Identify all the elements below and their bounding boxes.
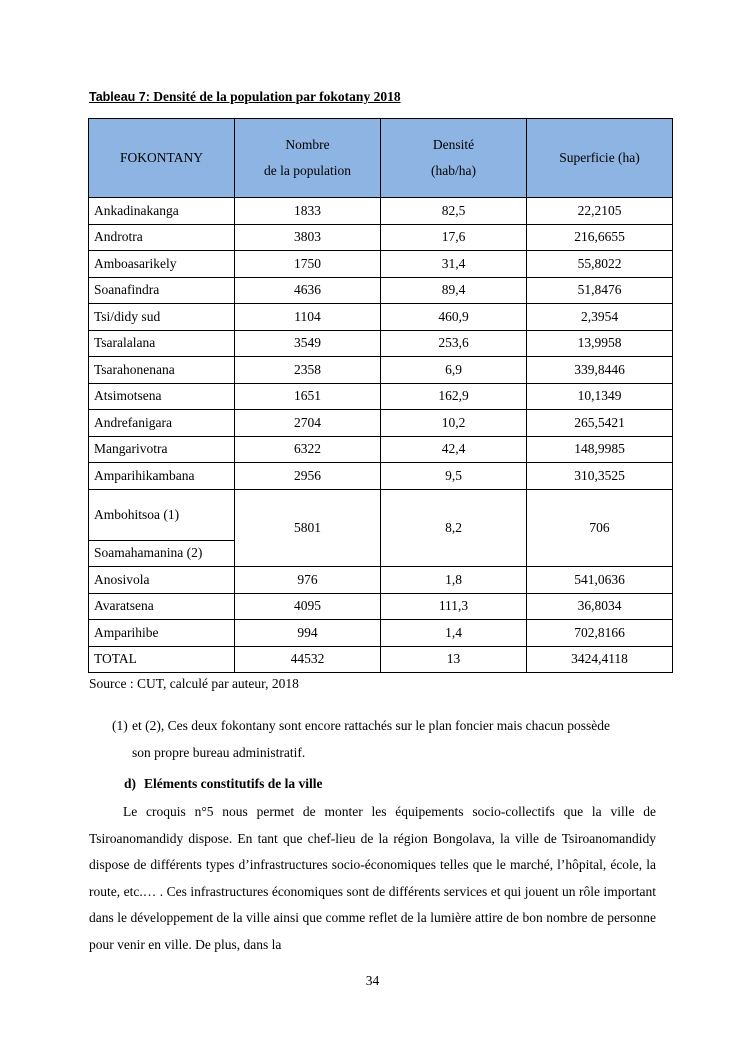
cell-pop: 1750 [235,251,381,278]
cell-density-total: 13 [381,646,527,673]
cell-name: Anosivola [89,567,235,594]
table-row [89,463,673,490]
cell-pop: 3803 [235,224,381,251]
cell-pop-total: 44532 [235,646,381,673]
cell-density: 111,3 [381,593,527,620]
table-row [89,224,673,251]
cell-area: 22,2105 [527,198,673,225]
table-row [89,593,673,620]
cell-density: 42,4 [381,436,527,463]
cell-density: 253,6 [381,330,527,357]
cell-density: 10,2 [381,410,527,437]
header-area: Superficie (ha) [527,119,673,198]
table-row [89,330,673,357]
cell-name: Soanafindra [89,277,235,304]
cell-name: Tsi/didy sud [89,304,235,331]
header-density-line1: Densité [432,137,475,152]
table-title-rest: Densité de la population par fokotany 2018 [149,89,401,104]
header-fokontany: FOKONTANY [89,119,235,198]
cell-name: Avaratsena [89,593,235,620]
cell-name: Tsaralalana [89,330,235,357]
header-population [235,119,381,198]
cell-area: 10,1349 [527,383,673,410]
cell-name: Amparihibe [89,620,235,647]
cell-name-total: TOTAL [89,646,235,673]
cell-name-merged-1: Ambohitsoa (1) [89,489,235,540]
table-row [89,198,673,225]
section-heading [124,776,323,792]
cell-pop: 2358 [235,357,381,384]
cell-name: Mangarivotra [89,436,235,463]
cell-pop: 976 [235,567,381,594]
cell-pop: 2704 [235,410,381,437]
cell-name: Tsarahonenana [89,357,235,384]
table-title [89,89,401,105]
table-row [89,410,673,437]
table-header-row [89,119,673,198]
table-title-lead: Tableau 7: [89,90,150,104]
table-source: Source : CUT, calculé par auteur, 2018 [89,676,299,691]
population-density-table [88,118,673,673]
cell-area: 265,5421 [527,410,673,437]
table-row [89,251,673,278]
cell-area: 148,9985 [527,436,673,463]
cell-area: 13,9958 [527,330,673,357]
cell-name-merged-2: Soamahamanina (2) [89,540,235,567]
cell-name: Andrefanigara [89,410,235,437]
header-density [381,119,527,198]
cell-pop: 3549 [235,330,381,357]
cell-density: 17,6 [381,224,527,251]
header-density-line2: (hab/ha) [431,163,476,178]
table-row [89,567,673,594]
cell-name: Amparihikambana [89,463,235,490]
cell-area-total: 3424,4118 [527,646,673,673]
footnote-line1: et (2), Ces deux fokontany sont encore rattachés sur le plan foncier mais chacun possède [132,718,610,733]
cell-density: 1,4 [381,620,527,647]
header-population-line1: Nombre [285,137,330,152]
cell-pop: 6322 [235,436,381,463]
cell-area: 541,0636 [527,567,673,594]
cell-area: 339,8446 [527,357,673,384]
cell-area-merged: 706 [527,489,673,567]
cell-name: Ankadinakanga [89,198,235,225]
section-heading-number: d) [124,776,137,791]
cell-density: 82,5 [381,198,527,225]
cell-density-merged: 8,2 [381,489,527,567]
section-heading-text: Eléments constitutifs de la ville [144,776,323,791]
cell-pop: 2956 [235,463,381,490]
header-population-line2: de la population [264,163,351,178]
table-row [89,383,673,410]
cell-density: 89,4 [381,277,527,304]
body-paragraph: Le croquis n°5 nous permet de monter les équipements socio-collectifs que la ville de Tsiroanomandidy dispose. En tant que chef-lieu de la région Bongolava, la ville de Tsiroanomandidy dispose de différents types d’infrastructures socio-économiques telles que le marché, l’hôpital, école, la route, etc.… . Ces infrastructures économiques sont de différents services et qui jouent un rôle important dans le développement de la ville ainsi que comme reflet de la lumière attire de bon nombre de personne pour venir en ville. De plus, dans la [89,804,656,952]
cell-pop: 994 [235,620,381,647]
footnote-number: (1) [112,718,128,733]
cell-pop-merged: 5801 [235,489,381,567]
cell-pop: 4636 [235,277,381,304]
cell-name: Atsimotsena [89,383,235,410]
cell-area: 702,8166 [527,620,673,647]
cell-density: 31,4 [381,251,527,278]
table-row [89,436,673,463]
table-row-merged [89,489,673,540]
cell-pop: 1833 [235,198,381,225]
cell-density: 9,5 [381,463,527,490]
page-number: 34 [365,973,380,988]
cell-density: 6,9 [381,357,527,384]
table-row [89,304,673,331]
cell-pop: 1104 [235,304,381,331]
footnote-line2: son propre bureau administratif. [132,745,306,760]
cell-area: 2,3954 [527,304,673,331]
cell-pop: 4095 [235,593,381,620]
cell-area: 216,6655 [527,224,673,251]
table-row-total [89,646,673,673]
cell-area: 55,8022 [527,251,673,278]
cell-area: 51,8476 [527,277,673,304]
table-row [89,357,673,384]
cell-name: Androtra [89,224,235,251]
cell-density: 1,8 [381,567,527,594]
cell-name: Amboasarikely [89,251,235,278]
cell-pop: 1651 [235,383,381,410]
cell-density: 162,9 [381,383,527,410]
footnote [112,712,657,766]
cell-density: 460,9 [381,304,527,331]
table-row [89,277,673,304]
cell-area: 310,3525 [527,463,673,490]
cell-area: 36,8034 [527,593,673,620]
table-row [89,620,673,647]
